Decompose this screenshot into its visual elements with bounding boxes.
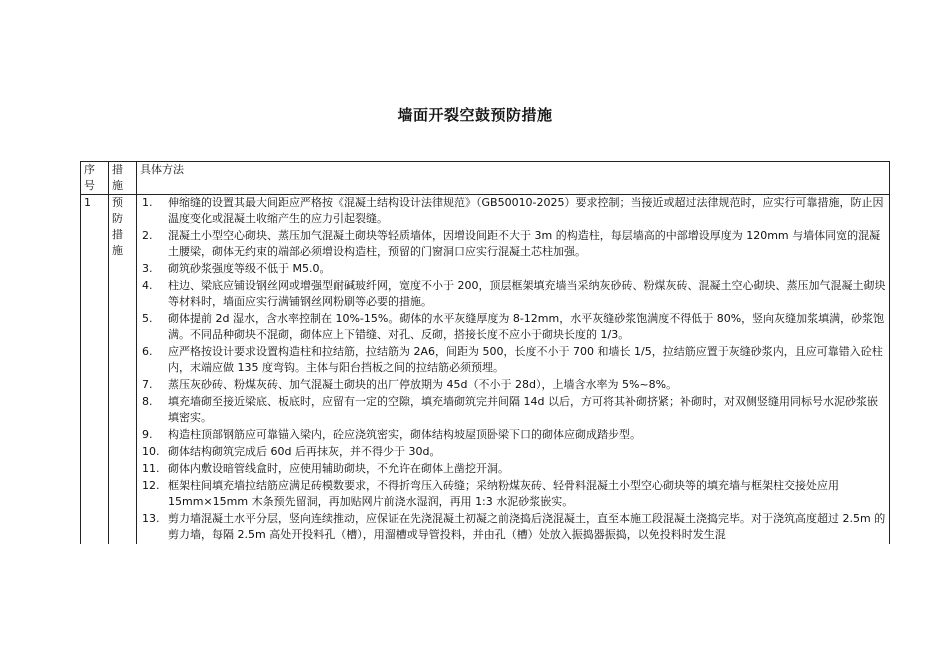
list-item (140, 377, 886, 394)
header-measure: 措施 (109, 162, 137, 195)
list-item-text: 柱边、梁底应铺设钢丝网或增强型耐碱玻纤网，宽度不小于 200，顶层框架填充墙当采纳灰砂砖、粉煤灰砖、混凝土空心砌块、蒸压加气混凝土砌块等材料时，墙面应实行满铺钢丝网粉刷等必要的措施。 (168, 279, 886, 308)
list-item-number: 9. (142, 428, 153, 441)
list-item-text: 蒸压灰砂砖、粉煤灰砖、加气混凝土砌块的出厂停放期为 45d（不小于 28d），上墙含水率为 5%~8%。 (168, 378, 678, 391)
list-item (140, 511, 886, 544)
row-number: 1 (81, 195, 109, 545)
table-row (81, 195, 890, 545)
list-item-number: 12. (142, 479, 160, 492)
list-item-text: 砌体结构砌筑完成后 60d 后再抹灰，并不得少于 30d。 (168, 445, 441, 458)
list-item-text: 砌体内敷设暗管线盒时，应使用辅助砌块，不允许在砌体上凿挖开洞。 (168, 462, 509, 475)
list-item (140, 311, 886, 344)
list-item-number: 10. (142, 445, 160, 458)
row-method (137, 195, 890, 545)
header-no: 序号 (81, 162, 109, 195)
list-item (140, 261, 886, 278)
table-header-row (81, 162, 890, 195)
list-item-number: 7. (142, 378, 153, 391)
list-item (140, 478, 886, 511)
list-item-text: 混凝土小型空心砌块、蒸压加气混凝土砌块等轻质墙体，因增设间距不大于 3m 的构造柱，每层墙高的中部增设厚度为 120mm 与墙体同宽的混凝土腰梁，砌体无约束的端部必须增设构造柱，预留的门窗洞口应实行混凝土芯柱加强。 (168, 229, 881, 258)
list-item (140, 195, 886, 228)
method-list (140, 195, 886, 544)
list-item-text: 伸缩缝的设置其最大间距应严格按《混凝土结构设计法律规范》（GB50010-2025）要求控制；当接近或超过法律规范时，应实行可靠措施，防止因温度变化或混凝土收缩产生的应力引起裂缝。 (168, 196, 884, 225)
list-item (140, 444, 886, 461)
list-item-number: 1. (142, 196, 153, 209)
list-item-number: 2. (142, 229, 153, 242)
list-item-text: 填充墙砌至接近梁底、板底时，应留有一定的空隙，填充墙砌筑完并间隔 14d 以后，方可将其补砌挤紧；补砌时，对双侧竖缝用同标号水泥砂浆嵌填密实。 (168, 395, 878, 424)
measures-table (80, 161, 890, 544)
list-item (140, 228, 886, 261)
list-item-text: 砌体提前 2d 湿水，含水率控制在 10%-15%。砌体的水平灰缝厚度为 8-12mm，水平灰缝砂浆饱满度不得低于 80%，竖向灰缝加浆填满，砂浆饱满。不同品种砌块不混砌，砌体应上下错缝、对孔、反砌，搭接长度不应小于砌块长度的 1/3。 (168, 312, 885, 341)
list-item (140, 344, 886, 377)
header-method: 具体方法 (137, 162, 890, 195)
list-item (140, 278, 886, 311)
list-item (140, 427, 886, 444)
page-title: 墙面开裂空鼓预防措施 (397, 106, 553, 124)
list-item-text: 砌筑砂浆强度等级不低于 M5.0。 (168, 262, 331, 275)
list-item (140, 394, 886, 427)
list-item-text: 应严格按设计要求设置构造柱和拉结筋，拉结筋为 2A6，间距为 500，长度不小于 700 和墙长 1/5，拉结筋应置于灰缝砂浆内，且应可靠错入砼柱内，末端应做 135 度弯钩。主体与阳台挡板之间的拉结筋必须预埋。 (168, 345, 883, 374)
list-item (140, 461, 886, 478)
list-item-number: 4. (142, 279, 153, 292)
list-item-number: 13. (142, 512, 160, 525)
list-item-text: 构造柱顶部钢筋应可靠锚入梁内，砼应浇筑密实，砌体结构坡屋顶卧梁下口的砌体应砌成踏步型。 (168, 428, 641, 441)
list-item-text: 剪力墙混凝土水平分层，竖向连续推动，应保证在先浇混凝土初凝之前浇捣后浇混凝土，直至本施工段混凝土浇捣完毕。对于浇筑高度超过 2.5m 的剪力墙，每隔 2.5m 高处开投料孔（槽），用溜槽或导管投料，并由孔（槽）处放入振捣器振捣，以免投料时发生混 (168, 512, 886, 541)
list-item-number: 3. (142, 262, 153, 275)
list-item-number: 11. (142, 462, 160, 475)
list-item-number: 8. (142, 395, 153, 408)
row-measure-type: 预防措施 (109, 195, 137, 545)
list-item-text: 框架柱间填充墙拉结筋应满足砖模数要求，不得折弯压入砖缝；采纳粉煤灰砖、轻骨料混凝土小型空心砌块等的填充墙与框架柱交接处应用 15mm×15mm 木条预先留洞，再加贴网片前浇水湿润，再用 1:3 水泥砂浆嵌实。 (168, 479, 839, 508)
list-item-number: 5. (142, 312, 153, 325)
list-item-number: 6. (142, 345, 153, 358)
